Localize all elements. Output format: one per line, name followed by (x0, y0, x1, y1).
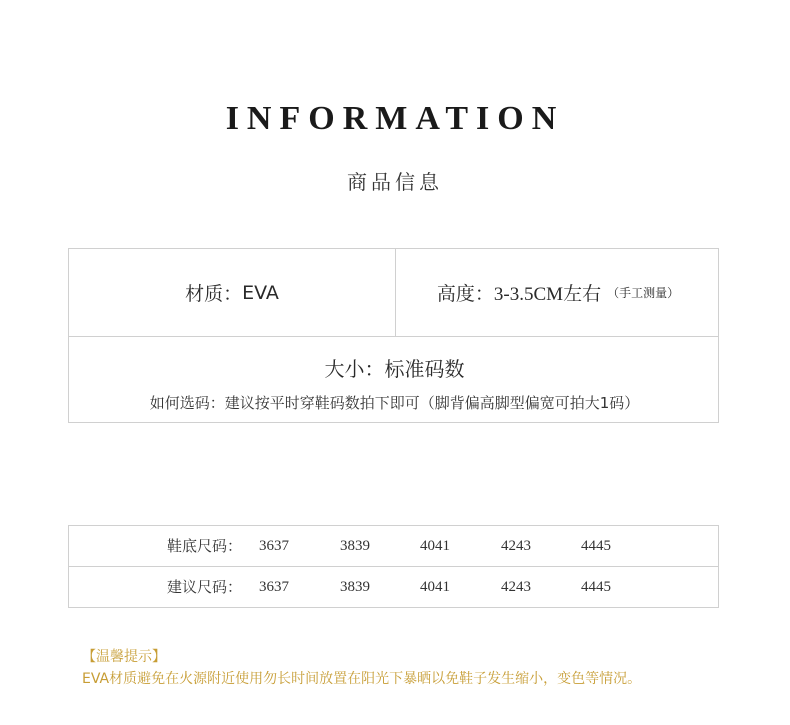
size-table (68, 525, 719, 608)
size-value: 3839 (340, 538, 370, 554)
page-subheading: 商品信息 (347, 170, 443, 194)
size-value: 3839 (340, 579, 370, 595)
size-selection-tip: 如何选码：建议按平时穿鞋码数拍下即可（脚背偏高脚型偏宽可拍大1码） (149, 394, 640, 412)
row-label: 鞋底尺码： (167, 537, 243, 555)
product-info-table (68, 248, 719, 423)
size-value: 4445 (581, 579, 611, 595)
material-value: EVA (242, 281, 279, 304)
size-value: 3637 (259, 538, 289, 554)
size-value: 4041 (420, 538, 450, 554)
row-divider (69, 336, 718, 337)
height-cell (396, 249, 720, 336)
size-value: 3637 (259, 579, 289, 595)
material-label: 材质： (185, 283, 243, 305)
size-value: 4445 (581, 538, 611, 554)
height-value: 3-3.5CM左右 (493, 284, 602, 305)
warm-tip-title: 【温馨提示】 (82, 649, 166, 665)
size-value: 4243 (501, 579, 531, 595)
warm-tip-text: EVA材质避免在火源附近使用勿长时间放置在阳光下暴晒以免鞋子发生缩小，变色等情况。 (82, 671, 642, 687)
material-cell (69, 249, 395, 336)
height-note: （手工测量） (607, 286, 680, 300)
row-label: 建议尺码： (167, 578, 243, 596)
size-title: 大小：标准码数 (324, 357, 465, 381)
size-value: 4243 (501, 538, 531, 554)
page-heading: INFORMATION (225, 100, 565, 137)
height-label: 高度： (436, 283, 494, 305)
sole-size-row (69, 526, 718, 566)
recommended-size-row (69, 567, 718, 607)
size-value: 4041 (420, 579, 450, 595)
